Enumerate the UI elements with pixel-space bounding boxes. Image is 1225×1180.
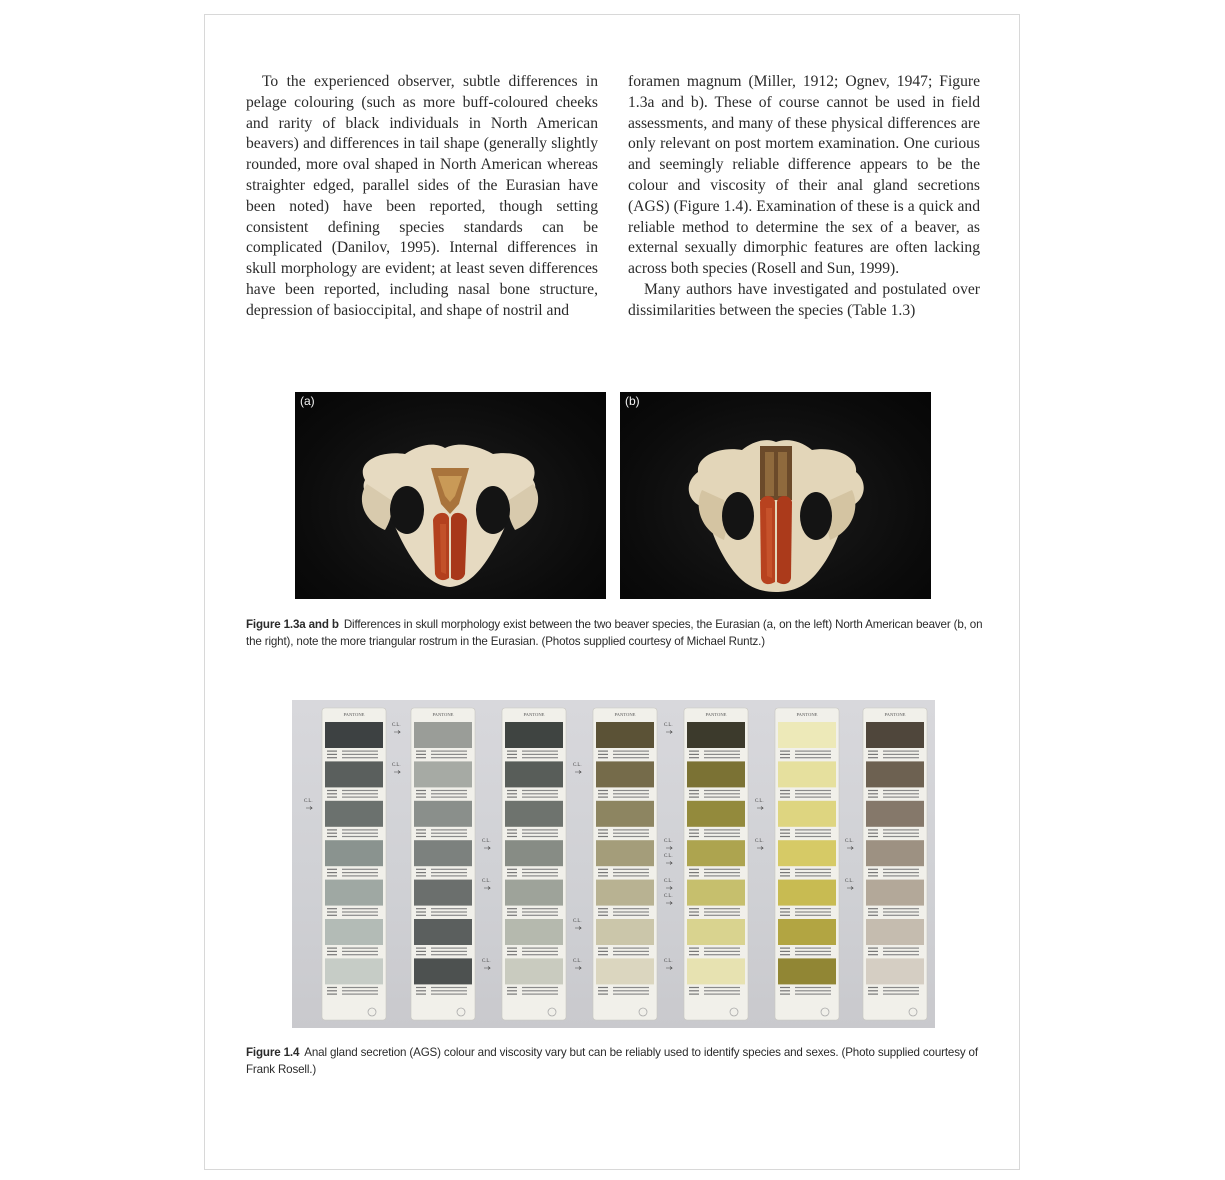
caption-text: Differences in skull morphology exist between the two beaver species, the Eurasian (a, on the left) North American beaver (b, on the right), note the more triangular rostrum in the Eurasian. (Photos supplied courtesy of Michael Runtz.) [246, 618, 983, 648]
color-swatch [866, 840, 924, 866]
pantone-card [322, 708, 386, 1020]
color-swatch [325, 840, 383, 866]
color-swatch [325, 801, 383, 827]
color-swatch [687, 801, 745, 827]
arrow-icon [484, 847, 490, 850]
color-swatch [687, 722, 745, 748]
arrow-icon [666, 731, 672, 734]
north-american-skull-image [620, 392, 931, 599]
color-swatch [866, 958, 924, 984]
arrow-icon [484, 967, 490, 970]
color-swatch [596, 761, 654, 787]
color-swatch [505, 958, 563, 984]
svg-text:PANTONE: PANTONE [432, 712, 454, 717]
color-swatch [596, 919, 654, 945]
color-swatch [505, 840, 563, 866]
connector-label: C.L. [664, 959, 673, 964]
arrow-icon [666, 887, 672, 890]
color-swatch [866, 801, 924, 827]
book-page [204, 14, 1020, 1170]
color-swatch [778, 958, 836, 984]
color-swatch [866, 919, 924, 945]
connector-label: C.L. [573, 919, 582, 924]
color-swatch [414, 801, 472, 827]
connector-label: C.L. [392, 763, 401, 768]
pantone-card [775, 708, 839, 1020]
svg-text:PANTONE: PANTONE [796, 712, 818, 717]
body-paragraph: To the experienced observer, subtle differences in pelage colouring (such as more buff-coloured cheeks and rarity of black individuals in North American beavers) and differences in tail shape (generally slightly rounded, more oval shaped in North American whereas straighter edged, parallel sides of the Eurasian have been noted) have been reported, though setting consistent defining species standards can be complicated (Danilov, 1995). Internal differences in skull morphology are evident; at least seven differences have been reported, including nasal bone structure, depression of basioccipital, and shape of nostril and [246, 73, 598, 319]
connector-label: C.L. [482, 959, 491, 964]
color-swatch [414, 958, 472, 984]
svg-text:PANTONE: PANTONE [884, 712, 906, 717]
color-swatch [414, 722, 472, 748]
connector-label: C.L. [845, 839, 854, 844]
color-swatch [325, 958, 383, 984]
color-swatch [778, 801, 836, 827]
ags-colour-chart-photo [292, 700, 935, 1028]
connector-label: C.L. [482, 839, 491, 844]
arrow-icon [666, 902, 672, 905]
arrow-icon [575, 771, 581, 774]
pantone-card [502, 708, 566, 1020]
color-swatch [414, 840, 472, 866]
arrow-icon [847, 887, 853, 890]
color-swatch [414, 919, 472, 945]
figure-1-3-caption [246, 617, 986, 651]
connector-label: C.L. [664, 839, 673, 844]
color-swatch [778, 761, 836, 787]
color-swatch [596, 801, 654, 827]
pantone-cards-image [292, 700, 935, 1028]
color-swatch [596, 840, 654, 866]
color-swatch [596, 880, 654, 906]
connector-label: C.L. [573, 959, 582, 964]
color-swatch [866, 880, 924, 906]
color-swatch [414, 880, 472, 906]
connector-label: C.L. [664, 723, 673, 728]
pantone-card [863, 708, 927, 1020]
color-swatch [596, 958, 654, 984]
color-swatch [778, 880, 836, 906]
svg-text:PANTONE: PANTONE [523, 712, 545, 717]
connector-label: C.L. [664, 854, 673, 859]
arrow-icon [666, 967, 672, 970]
arrow-icon [575, 927, 581, 930]
color-swatch [778, 840, 836, 866]
connector-label: C.L. [573, 763, 582, 768]
svg-text:PANTONE: PANTONE [705, 712, 727, 717]
arrow-icon [306, 807, 312, 810]
color-swatch [687, 919, 745, 945]
skull-photo-eurasian [295, 392, 606, 599]
arrow-icon [575, 967, 581, 970]
panel-label-a: (a) [300, 394, 315, 408]
connector-label: C.L. [392, 723, 401, 728]
body-paragraph: Many authors have investigated and postulated over dissimilarities between the species (Table 1.3) [628, 280, 980, 319]
color-swatch [505, 880, 563, 906]
caption-label: Figure 1.3a and b [246, 618, 339, 631]
arrow-icon [484, 887, 490, 890]
color-swatch [866, 722, 924, 748]
caption-label: Figure 1.4 [246, 1046, 300, 1059]
color-swatch [687, 958, 745, 984]
connector-label: C.L. [755, 799, 764, 804]
panel-label-b: (b) [625, 394, 640, 408]
color-swatch [778, 919, 836, 945]
text-column-right [628, 72, 980, 322]
skull-photo-north-american [620, 392, 931, 599]
arrow-icon [394, 731, 400, 734]
connector-label: C.L. [482, 879, 491, 884]
color-swatch [778, 722, 836, 748]
caption-text: Anal gland secretion (AGS) colour and viscosity vary but can be reliably used to identify species and sexes. (Photo supplied courtesy of Frank Rosell.) [246, 1046, 978, 1076]
arrow-icon [757, 807, 763, 810]
connector-label: C.L. [304, 799, 313, 804]
connector-label: C.L. [664, 879, 673, 884]
arrow-icon [666, 862, 672, 865]
color-swatch [325, 919, 383, 945]
color-swatch [505, 722, 563, 748]
color-swatch [596, 722, 654, 748]
arrow-icon [847, 847, 853, 850]
color-swatch [414, 761, 472, 787]
color-swatch [325, 880, 383, 906]
svg-text:PANTONE: PANTONE [343, 712, 365, 717]
pantone-card [411, 708, 475, 1020]
eurasian-skull-image [295, 392, 606, 599]
arrow-icon [394, 771, 400, 774]
pantone-card [593, 708, 657, 1020]
svg-text:PANTONE: PANTONE [614, 712, 636, 717]
text-column-left [246, 72, 598, 322]
color-swatch [505, 761, 563, 787]
figure-1-4-caption [246, 1045, 986, 1079]
color-swatch [866, 761, 924, 787]
arrow-icon [757, 847, 763, 850]
color-swatch [325, 722, 383, 748]
color-swatch [687, 880, 745, 906]
color-swatch [687, 840, 745, 866]
connector-label: C.L. [755, 839, 764, 844]
color-swatch [687, 761, 745, 787]
body-paragraph: foramen magnum (Miller, 1912; Ognev, 1947; Figure 1.3a and b). These of course cannot be used in field assessments, and many of these physical differences are only relevant on post mortem examination. One curious and seemingly reliable difference appears to be the colour and viscosity of their anal gland secretions (AGS) (Figure 1.4). Examination of these is a quick and reliable method to determine the sex of a beaver, as external sexually dimorphic features are often lacking across both species (Rosell and Sun, 1999). [628, 73, 980, 278]
color-swatch [505, 919, 563, 945]
connector-label: C.L. [845, 879, 854, 884]
connector-label: C.L. [664, 894, 673, 899]
color-swatch [325, 761, 383, 787]
arrow-icon [666, 847, 672, 850]
pantone-card [684, 708, 748, 1020]
color-swatch [505, 801, 563, 827]
